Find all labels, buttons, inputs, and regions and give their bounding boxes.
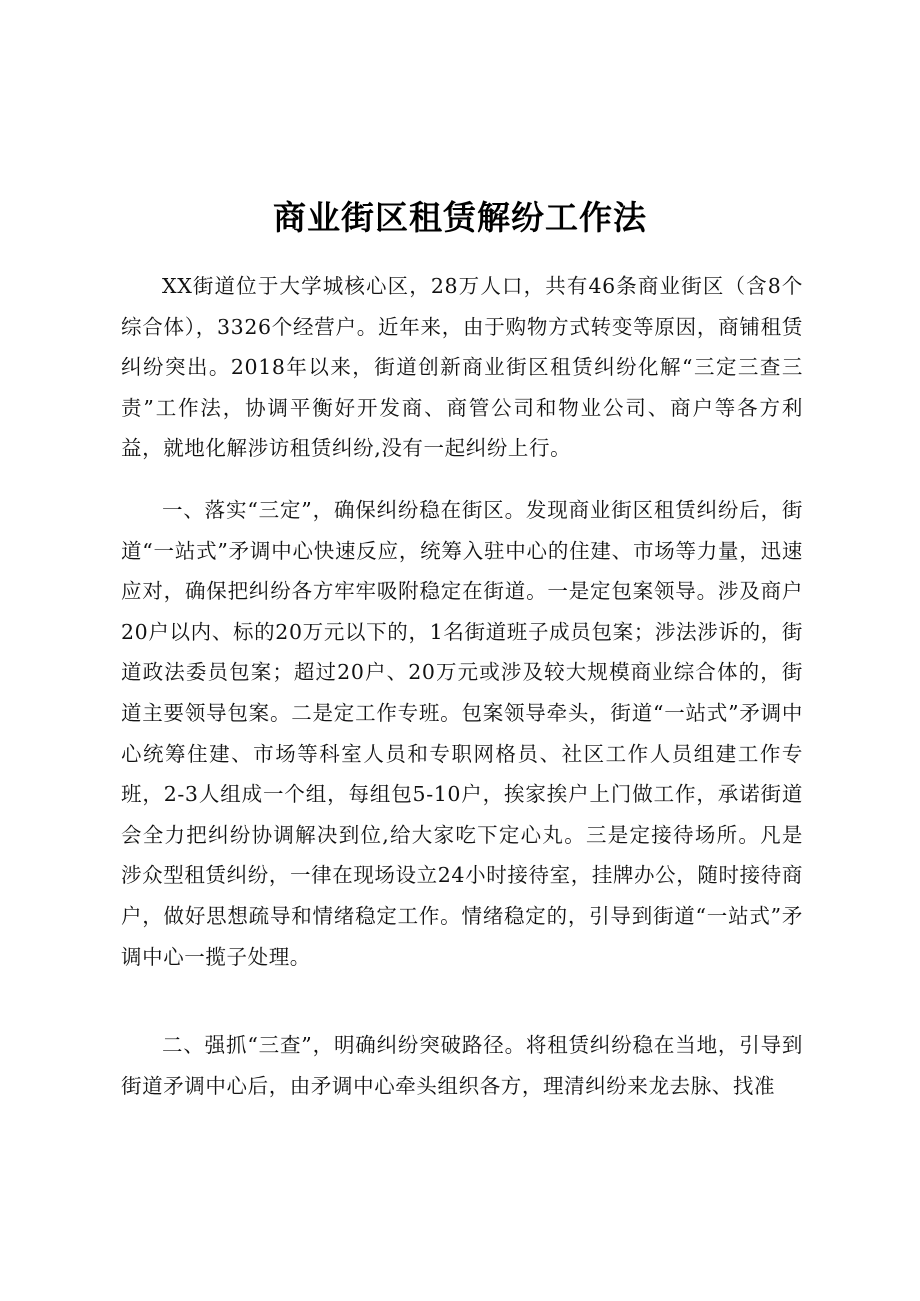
document-title: 商业街区租赁解纷工作法: [273, 198, 647, 238]
paragraph-intro: XX街道位于大学城核心区，28万人口，共有46条商业街区（含8个综合体），3326个经营户。近年来，由于购物方式转变等原因，商铺租赁纠纷突出。2018年以来，街道创新商业街区租赁纠纷化解“三定三查三责”工作法，协调平衡好开发商、商管公司和物业公司、商户等各方利益，就地化解涉访租赁纠纷,没有一起纠纷上行。: [121, 274, 803, 461]
paragraph-section-two: 二、强抓“三查”，明确纠纷突破路径。将租赁纠纷稳在当地，引导到街道矛调中心后，由矛调中心牵头组织各方，理清纠纷来龙去脉、找准: [121, 1033, 803, 1098]
paragraph-section-one: 一、落实“三定”，确保纠纷稳在街区。发现商业街区租赁纠纷后，街道“一站式”矛调中心快速反应，统筹入驻中心的住建、市场等力量，迅速应对，确保把纠纷各方牢牢吸附稳定在街道。一是定包案领导。涉及商户20户以内、标的20万元以下的，1名街道班子成员包案；涉法涉诉的，街道政法委员包案；超过20户、20万元或涉及较大规模商业综合体的，街道主要领导包案。二是定工作专班。包案领导牵头，街道“一站式”矛调中心统筹住建、市场等科室人员和专职网格员、社区工作人员组建工作专班，2-3人组成一个组，每组包5-10户，挨家挨户上门做工作，承诺街道会全力把纠纷协调解决到位,给大家吃下定心丸。三是定接待场所。凡是涉众型租赁纠纷，一律在现场设立24小时接待室，挂牌办公，随时接待商户，做好思想疏导和情绪稳定工作。情绪稳定的，引导到街道“一站式”矛调中心一揽子处理。: [121, 498, 803, 969]
